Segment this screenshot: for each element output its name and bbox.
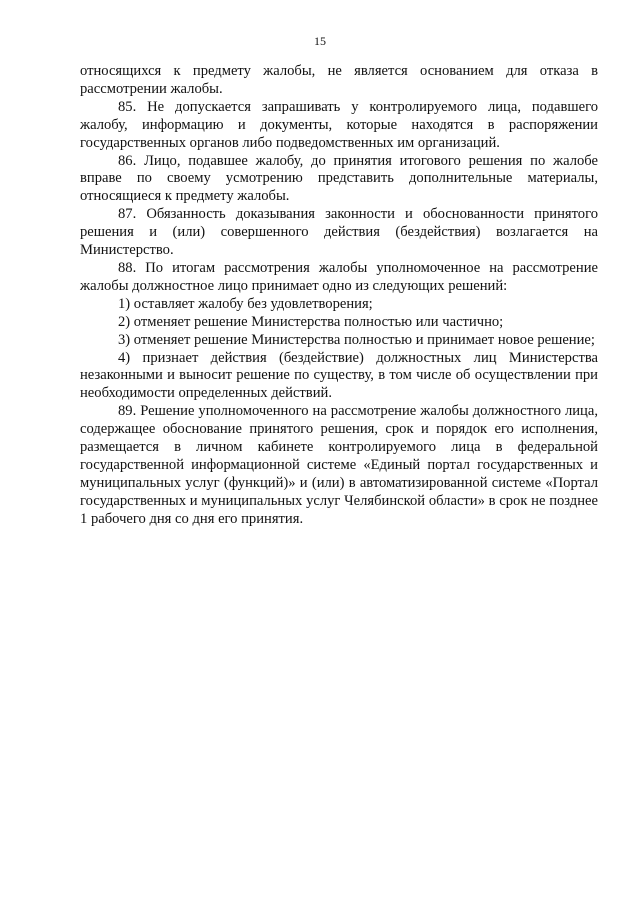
paragraph-85: 85. Не допускается запрашивать у контролируемого лица, подавшего жалобу, информацию и документы, которые находятся в распоряжении государственных органов либо подведомственных им организаций. [80,98,598,151]
paragraph-88: 88. По итогам рассмотрения жалобы уполномоченное на рассмотрение жалобы должностное лицо принимает одно из следующих решений: [80,259,598,294]
paragraph-continuation: относящихся к предмету жалобы, не является основанием для отказа в рассмотрении жалобы. [80,63,598,97]
list-item-3: 3) отменяет решение Министерства полностью и принимает новое решение; [118,331,595,348]
document-body [80,63,598,529]
paragraph-87: 87. Обязанность доказывания законности и обоснованности принятого решения и (или) совершенного действия (бездействия) возлагается на Министерство. [80,206,598,259]
list-item-4: 4) признает действия (бездействие) должностных лиц Министерства незаконными и выносит решение по существу, в том числе об осуществлении при необходимости определенных действий. [80,349,598,402]
paragraph-86: 86. Лицо, подавшее жалобу, до принятия итогового решения по жалобе вправе по своему усмотрению представить дополнительные материалы, относящиеся к предмету жалобы. [80,152,598,205]
page-number: 15 [314,34,326,48]
paragraph-89: 89. Решение уполномоченного на рассмотрение жалобы должностного лица, содержащее обоснование принятого решения, срок и порядок его исполнения, размещается в личном кабинете контролируемого лица в федеральной государственной информационной системе «Единый портал государственных и муниципальных услуг (функций)» и (или) в автоматизированной системе «Портал государственных и муниципальных услуг Челябинской области» в срок не позднее 1 рабочего дня со дня его принятия. [80,403,598,527]
list-item-2: 2) отменяет решение Министерства полностью или частично; [118,313,504,330]
list-item-1: 1) оставляет жалобу без удовлетворения; [118,295,373,312]
